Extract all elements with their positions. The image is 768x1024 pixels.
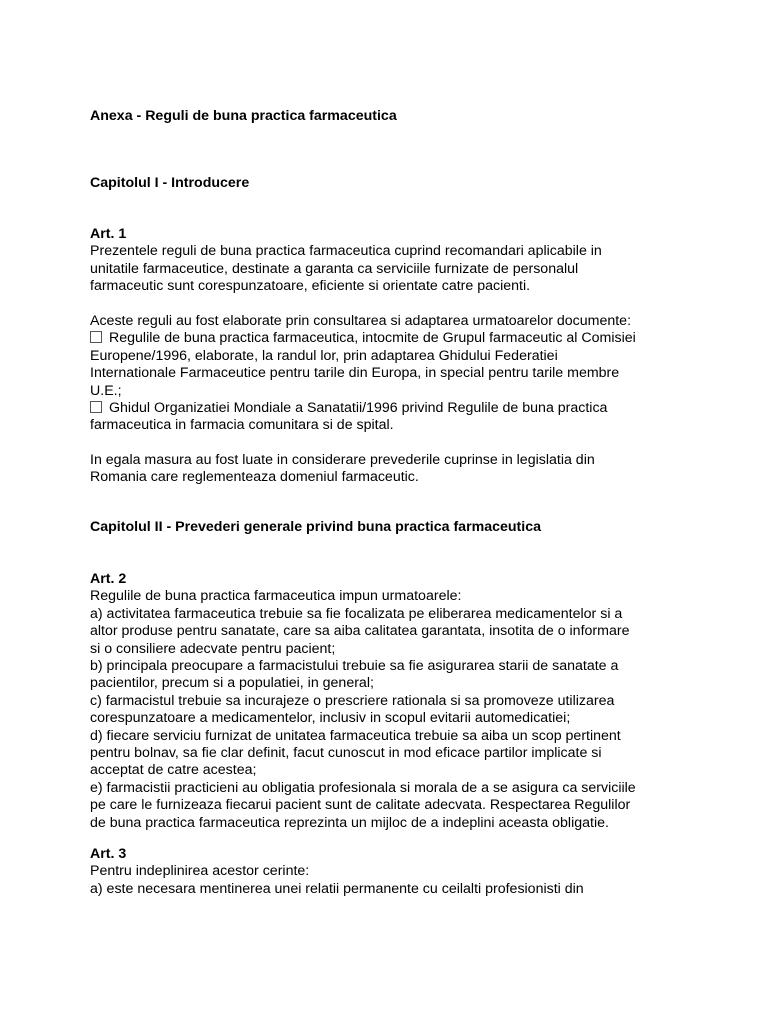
article-1-sources xyxy=(90,313,750,435)
chapter-2-heading: Capitolul II - Prevederi generale privind buna practica farmaceutica xyxy=(90,519,541,535)
list-item: Ghidul Organizatiei Mondiale a Sanatatii/1996 privind Regulile de buna practica xyxy=(90,400,750,417)
article-1-text: unitatile farmaceutice, destinate a garanta ca serviciile furnizate de personalul xyxy=(90,260,579,277)
article-1-text: farmaceutic sunt corespunzatoare, eficiente si orientate catre pacienti. xyxy=(90,278,531,295)
document-title: Anexa - Reguli de buna practica farmaceutica xyxy=(90,108,397,124)
list-item: Regulile de buna practica farmaceutica, intocmite de Grupul farmaceutic al Comisiei xyxy=(90,330,750,347)
list-item-text: farmaceutica in farmacia comunitara si de spital. xyxy=(90,417,394,434)
article-1 xyxy=(90,226,750,296)
article-3-label: Art. 3 xyxy=(90,846,127,862)
article-1-label: Art. 1 xyxy=(90,226,127,242)
sources-intro: Aceste reguli au fost elaborate prin consultarea si adaptarea urmatoarelor documente: xyxy=(90,313,632,329)
chapter-1-heading: Capitolul I - Introducere xyxy=(90,175,250,191)
list-item-text: U.E.; xyxy=(90,382,122,399)
bullet-icon xyxy=(90,401,102,413)
bullet-icon xyxy=(90,331,102,343)
list-item-text: Internationale Farmaceutice pentru tarile din Europa, in special pentru tarile membre xyxy=(90,365,620,382)
article-2: Art. 2 Regulile de buna practica farmaceutica impun urmatoarele: a) activitatea farmaceutica trebuie sa fie focalizata pe eliberarea medicamentelor si a altor produse pentru sanatate, care sa aiba calitatea garantata, insotita de o informare si o consiliere adecvate pentru pacient; b) principala preocupare a farmacistului trebuie sa fie asigurarea starii de sanatate a pacientilor, precum si a populatiei, in general; c) farmacistul trebuie sa incurajeze o prescriere rationala si sa promoveze utilizarea corespunzatoare a medicamentelor, inclusiv in scopul evitarii automedicatiei; d) fiecare serviciu furnizat de unitatea farmaceutica trebuie sa aiba un scop pertinent pentru bolnav, sa fie clar definit, facut cunoscut in mod eficace partilor implicate si acceptat de catre acestea; e) farmacistii practicieni au obligatia profesionala si morala de a se asigura ca serviciile pe care le furnizeaza fiecarui pacient sunt de calitate adecvata. Respectarea Regulilor de buna practica farmaceutica reprezinta un mijloc de a indeplini aceasta obligatie. xyxy=(90,571,750,832)
article-3: Art. 3 Pentru indeplinirea acestor cerinte: a) este necesara mentinerea unei relatii permanente cu ceilalti profesionisti din xyxy=(90,846,750,898)
article-2-label: Art. 2 xyxy=(90,571,127,587)
article-1-text: Prezentele reguli de buna practica farmaceutica cuprind recomandari aplicabile in xyxy=(90,243,602,260)
article-1-legislation: In egala masura au fost luate in considerare prevederile cuprinse in legislatia din Romania care reglementeaza domeniul farmaceutic. xyxy=(90,452,595,486)
list-item-text: Europene/1996, elaborate, la randul lor, prin adaptarea Ghidului Federatiei xyxy=(90,347,558,364)
